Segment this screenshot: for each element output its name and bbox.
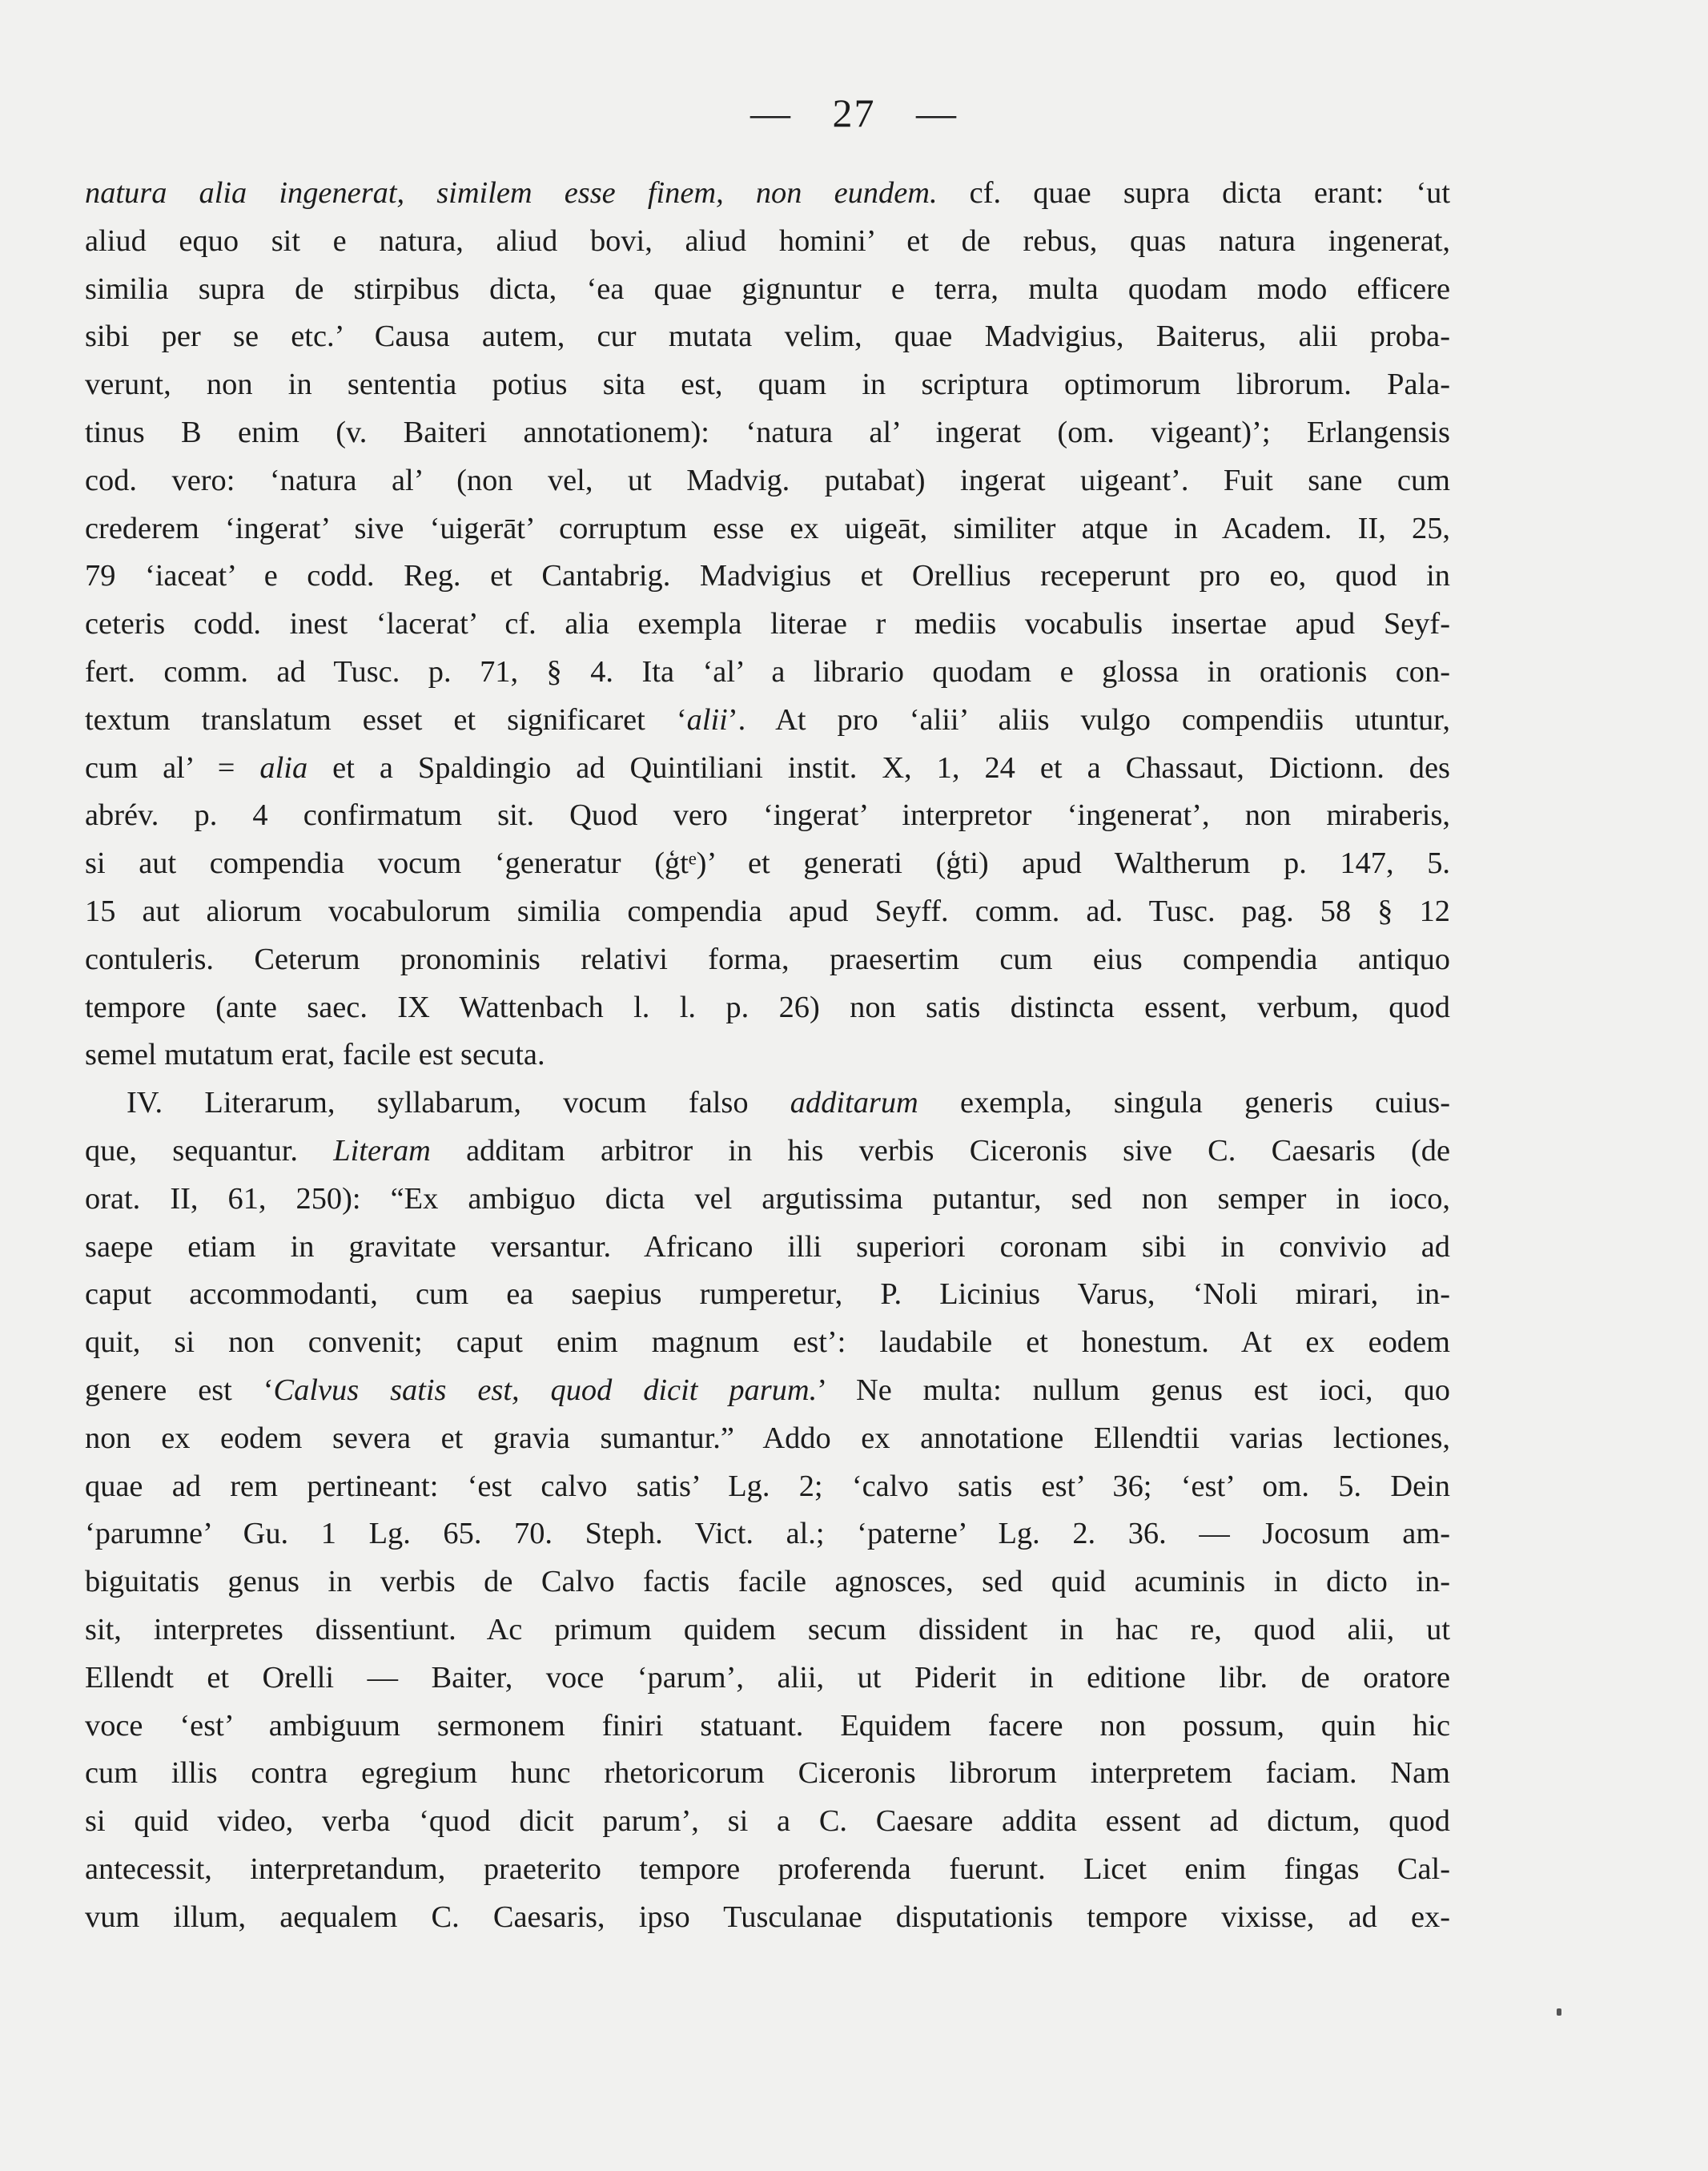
text-line-33: voce ‘est’ ambiguum sermonem finiri statuant. Equidem facere non possum, quin hic	[85, 1708, 1450, 1743]
text-line-9: 79 ‘iaceat’ e codd. Reg. et Cantabrig. Madvigius et Orellius receperunt pro eo, quod in	[85, 559, 1450, 593]
italic-phrase: Calvus satis est, quod dicit parum.	[273, 1373, 818, 1407]
text-line-20: IV. Literarum, syllabarum, vocum falso additarum exempla, singula generis cuius-	[127, 1086, 1450, 1120]
body-text	[85, 170, 1450, 1941]
text-line-30: biguitatis genus in verbis de Calvo factis facile agnosces, sed quid acuminis in dicto in-	[85, 1565, 1450, 1599]
text-line-12: textum translatum esset et significaret ‘alii’. At pro ‘alii’ aliis vulgo compendiis utuntur,	[85, 702, 1450, 737]
text-line-24: caput accommodanti, cum ea saepius rumperetur, P. Licinius Varus, ‘Noli mirari, in-	[85, 1277, 1450, 1312]
scan-speck	[1557, 2008, 1561, 2016]
italic-word: additarum	[790, 1086, 918, 1120]
text-line-26: genere est ‘Calvus satis est, quod dicit parum.’ Ne multa: nullum genus est ioci, quo	[85, 1373, 1451, 1407]
italic-word: alia	[259, 750, 308, 785]
text-line-35: si quid video, verba ‘quod dicit parum’, si a C. Caesare addita essent ad dictum, quod	[85, 1804, 1450, 1839]
header-dash-right: —	[916, 90, 958, 135]
italic-word: Literam	[333, 1133, 431, 1168]
text-line-31: sit, interpretes dissentiunt. Ac primum quidem secum dissident in hac re, quod alii, ut	[85, 1612, 1450, 1646]
text-line-8: crederem ‘ingerat’ sive ‘uigerāt’ corruptum esse ex uigeāt, similiter atque in Academ. II, 25,	[85, 511, 1450, 545]
text-line-4: sibi per se etc.’ Causa autem, cur mutata velim, quae Madvigius, Baiterus, alii proba-	[85, 320, 1450, 354]
text-line-1: natura alia ingenerat, similem esse finem, non eundem. cf. quae supra dicta erant: ‘ut	[85, 176, 1450, 210]
text-line-11: fert. comm. ad Tusc. p. 71, § 4. Ita ‘al’ a librario quodam e glossa in orationis con-	[85, 654, 1450, 689]
text-line-17: contuleris. Ceterum pronominis relativi forma, praesertim cum eius compendia antiquo	[85, 942, 1450, 976]
text-line-23: saepe etiam in gravitate versantur. Africano illi superiori coronam sibi in convivio ad	[85, 1229, 1450, 1264]
text-line-22: orat. II, 61, 250): “Ex ambiguo dicta vel argutissima putantur, sed non semper in ioco,	[85, 1181, 1450, 1216]
text-line-18: tempore (ante saec. IX Wattenbach l. l. p. 26) non satis distincta essent, verbum, quod	[85, 990, 1450, 1024]
text-line-29: ‘parumne’ Gu. 1 Lg. 65. 70. Steph. Vict. al.; ‘paterne’ Lg. 2. 36. — Jocosum am-	[85, 1517, 1450, 1551]
text-line-5: verunt, non in sententia potius sita est, quam in scriptura optimorum librorum. Pala-	[85, 368, 1450, 402]
text-line-16: 15 aut aliorum vocabulorum similia compendia apud Seyff. comm. ad. Tusc. pag. 58 § 12	[85, 894, 1450, 928]
header-dash-left: —	[750, 90, 792, 135]
text-line-37: vum illum, aequalem C. Caesaris, ipso Tusculanae disputationis tempore vixisse, ad ex-	[85, 1900, 1450, 1934]
text-line-36: antecessit, interpretandum, praeterito tempore proferenda fuerunt. Licet enim fingas Cal-	[85, 1851, 1450, 1886]
text-line-7: cod. vero: ‘natura al’ (non vel, ut Madvig. putabat) ingerat uigeant’. Fuit sane cum	[85, 463, 1450, 497]
page-header	[0, 90, 1708, 136]
text-line-34: cum illis contra egregium hunc rhetoricorum Ciceronis librorum interpretem faciam. Nam	[85, 1756, 1450, 1791]
text-line-10: ceteris codd. inest ‘lacerat’ cf. alia exempla literae r mediis vocabulis insertae apud Seyf-	[85, 607, 1450, 641]
text-line-2: aliud equo sit e natura, aliud bovi, aliud homini’ et de rebus, quas natura ingenerat,	[85, 223, 1450, 258]
text-line-6: tinus B enim (v. Baiteri annotationem): ‘natura al’ ingerat (om. vigeant)’; Erlangensis	[85, 415, 1450, 449]
text-line-28: quae ad rem pertineant: ‘est calvo satis’ Lg. 2; ‘calvo satis est’ 36; ‘est’ om. 5. Dein	[85, 1469, 1450, 1503]
italic-word: alii	[686, 702, 728, 737]
text-line-21: que, sequantur. Literam additam arbitror in his verbis Ciceronis sive C. Caesaris (de	[85, 1133, 1450, 1168]
text-line-19: semel mutatum erat, facile est secuta.	[85, 1038, 545, 1072]
text-line-13: cum al’ = alia et a Spaldingio ad Quintiliani instit. X, 1, 24 et a Chassaut, Dictionn. des	[85, 750, 1450, 785]
text-line-3: similia supra de stirpibus dicta, ‘ea quae gignuntur e terra, multa quodam modo efficere	[85, 271, 1450, 306]
italic-phrase: natura alia ingenerat, similem esse finem, non eundem.	[85, 176, 938, 210]
page-number: 27	[832, 90, 876, 135]
text-line-14: abrév. p. 4 confirmatum sit. Quod vero ‘ingerat’ interpretor ‘ingenerat’, non miraberis,	[85, 798, 1450, 833]
text-line-25: quit, si non convenit; caput enim magnum est’: laudabile et honestum. At ex eodem	[85, 1325, 1450, 1360]
text-line-27: non ex eodem severa et gravia sumantur.” Addo ex annotatione Ellendtii varias lectiones,	[85, 1421, 1450, 1455]
text-line-32: Ellendt et Orelli — Baiter, voce ‘parum’, alii, ut Piderit in editione libr. de oratore	[85, 1660, 1450, 1695]
text-line-15: si aut compendia vocum ‘generatur (ģt͏ᵉ)’ et generati (ģti) apud Waltherum p. 147, 5.	[85, 846, 1450, 881]
